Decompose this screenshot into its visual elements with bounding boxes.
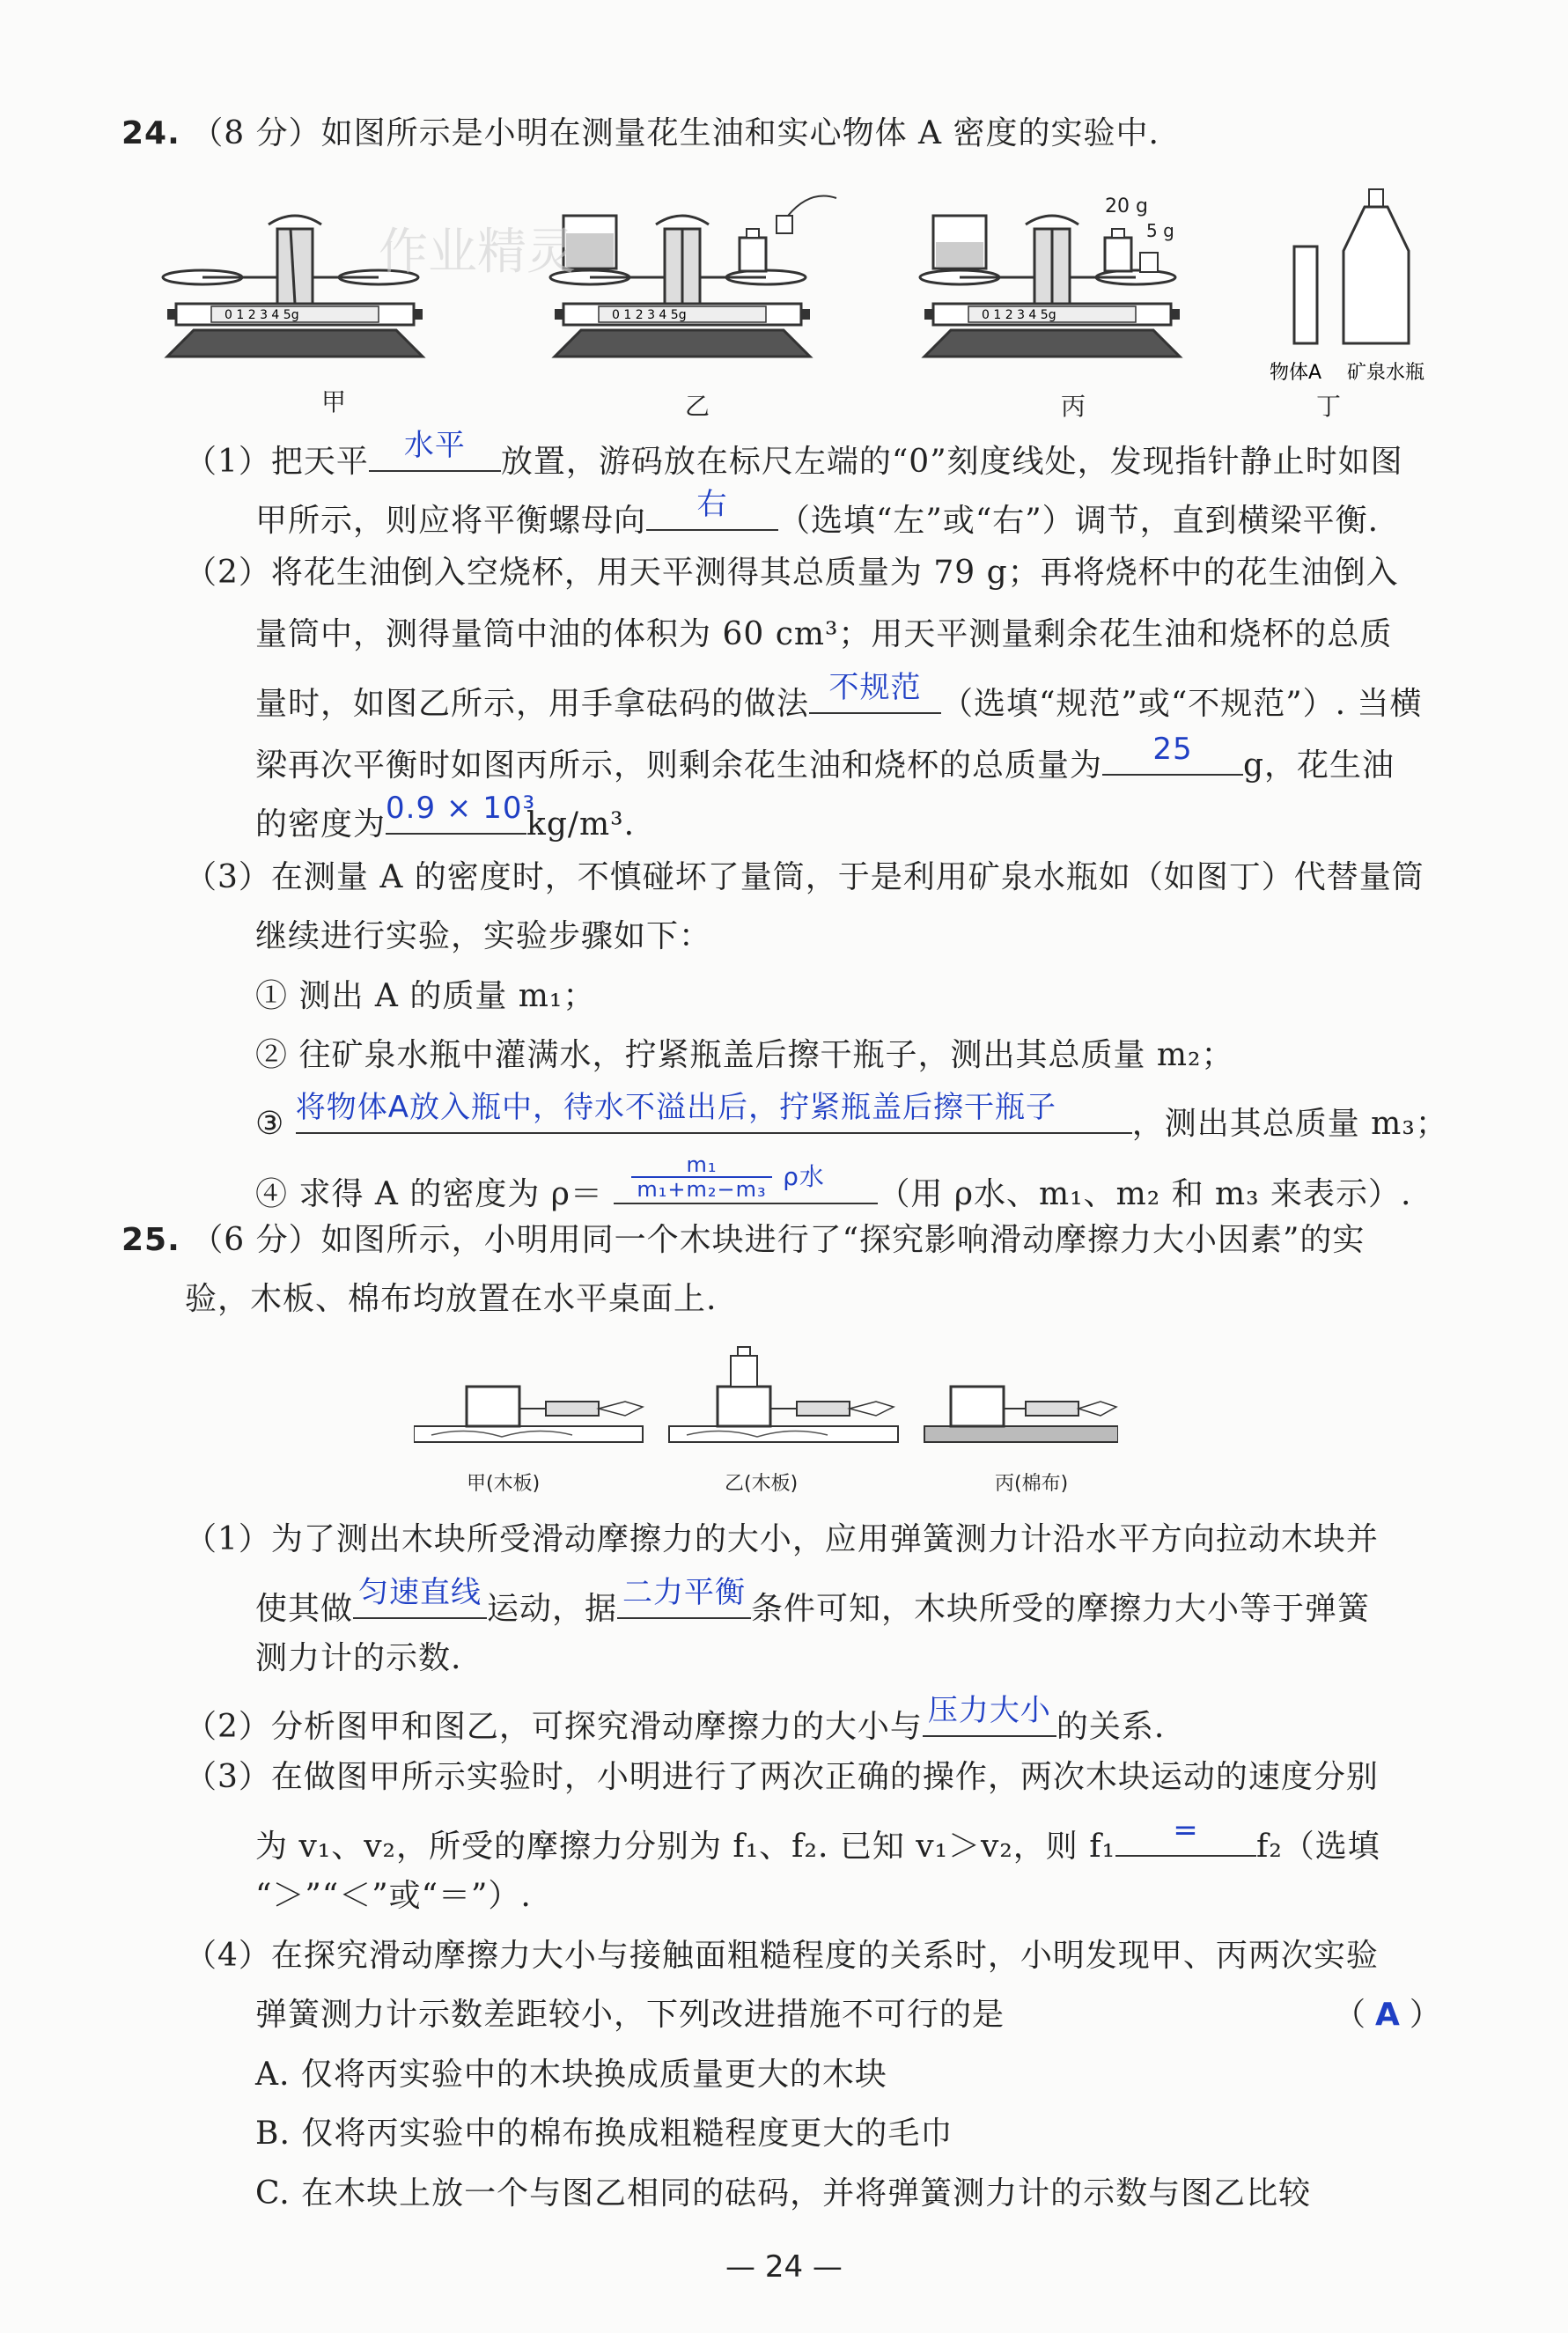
answer-handwritten: 25 bbox=[1152, 732, 1193, 767]
q24-step4 bbox=[255, 1152, 1412, 1216]
text: 的关系. bbox=[1056, 1709, 1166, 1745]
answer-blank bbox=[353, 1575, 487, 1619]
text: ，测出其总质量 m₃； bbox=[1131, 1106, 1448, 1142]
answer-handwritten: = bbox=[1173, 1813, 1199, 1848]
q25-choice-answer bbox=[1334, 1994, 1442, 2036]
fig-label-jia-board: 甲(木板) bbox=[467, 1473, 541, 1495]
q25-stem-line1 bbox=[121, 1219, 1365, 1262]
q24-part2-line2: 量筒中，测得量筒中油的体积为 60 cm³；用天平测量剩余花生油和烧杯的总质 bbox=[255, 616, 1393, 652]
balance-yi bbox=[550, 196, 836, 357]
paren-open: （ bbox=[1334, 1997, 1367, 2033]
text: g，花生油 bbox=[1243, 747, 1395, 784]
friction-yi bbox=[669, 1347, 898, 1442]
text: ③ bbox=[255, 1106, 285, 1142]
rho-water: ρ水 bbox=[783, 1162, 825, 1191]
text: （2）分析图甲和图乙，可探究滑动摩擦力的大小与 bbox=[185, 1709, 923, 1745]
q25-option-a: A. 仅将丙实验中的木块换成质量更大的木块 bbox=[255, 2057, 887, 2093]
answer-handwritten: 不规范 bbox=[828, 670, 922, 705]
svg-text:0 1 2 3 4 5g: 0 1 2 3 4 5g bbox=[612, 308, 687, 322]
bottle-label: 矿泉水瓶 bbox=[1347, 362, 1425, 384]
answer-blank bbox=[614, 1152, 878, 1204]
answer-handwritten bbox=[631, 1153, 824, 1201]
fraction-denominator: m₁+m₂−m₃ bbox=[637, 1177, 767, 1202]
q25-stem: （6 分）如图所示，小明用同一个木块进行了“探究影响滑动摩擦力大小因素”的实 bbox=[191, 1222, 1366, 1258]
text: （选填“规范”或“不规范”）. 当横 bbox=[941, 686, 1423, 722]
q24-step1: ① 测出 A 的质量 m₁； bbox=[255, 978, 596, 1014]
answer-handwritten: 匀速直线 bbox=[358, 1575, 482, 1610]
q25-stem-line2: 验，木板、棉布均放置在水平桌面上. bbox=[185, 1281, 718, 1317]
fig-label-bing: 丙 bbox=[1061, 392, 1086, 421]
q25-part1-line1: （1）为了测出木块所受滑动摩擦力的大小，应用弹簧测力计沿水平方向拉动木块并 bbox=[185, 1521, 1379, 1557]
mass-20g-label: 20 g bbox=[1105, 195, 1148, 217]
object-a-label: 物体A bbox=[1270, 362, 1322, 384]
fig-label-ding: 丁 bbox=[1316, 392, 1342, 421]
fig-label-yi-board: 乙(木板) bbox=[725, 1473, 799, 1495]
q24-part2-line4 bbox=[255, 732, 1395, 787]
q25-part1-line3: 测力计的示数. bbox=[255, 1640, 462, 1676]
q24-part1-line1 bbox=[185, 428, 1403, 483]
text: 为 v₁、v₂，所受的摩擦力分别为 f₁、f₂. 已知 v₁＞v₂，则 f₁ bbox=[255, 1829, 1116, 1865]
fraction-numerator: m₁ bbox=[631, 1153, 771, 1178]
svg-text:0 1 2 3 4 5g: 0 1 2 3 4 5g bbox=[225, 308, 299, 322]
answer-blank bbox=[923, 1693, 1056, 1737]
text: f₂（选填 bbox=[1256, 1829, 1380, 1865]
answer-handwritten: 二力平衡 bbox=[622, 1575, 747, 1610]
text: 运动，据 bbox=[487, 1591, 618, 1627]
q24-part3-line1: （3）在测量 A 的密度时，不慎碰坏了量筒，于是利用矿泉水瓶如（如图丁）代替量筒 bbox=[185, 859, 1424, 895]
q25-part3-line1: （3）在做图甲所示实验时，小明进行了两次正确的操作，两次木块运动的速度分别 bbox=[185, 1759, 1379, 1795]
q25-part1-line2 bbox=[255, 1575, 1371, 1630]
answer-handwritten: 压力大小 bbox=[927, 1693, 1051, 1728]
q25-part2-line bbox=[185, 1693, 1166, 1748]
mass-5g-label: 5 g bbox=[1146, 220, 1174, 241]
paren-close: ） bbox=[1409, 1997, 1442, 2033]
answer-handwritten: 0.9 × 10³ bbox=[386, 791, 536, 826]
text: 条件可知，木块所受的摩擦力大小等于弹簧 bbox=[751, 1591, 1371, 1627]
text: 量时，如图乙所示，用手拿砝码的做法 bbox=[255, 686, 810, 722]
q25-number: 25. bbox=[121, 1222, 180, 1258]
answer-handwritten: 右 bbox=[696, 487, 728, 522]
answer-handwritten: 将物体A放入瓶中，待水不溢出后，拧紧瓶盖后擦干瓶子 bbox=[295, 1090, 1056, 1125]
fig-label-jia: 甲 bbox=[321, 387, 347, 416]
q24-stem-line bbox=[121, 113, 1159, 155]
q25-option-b: B. 仅将丙实验中的棉布换成粗糙程度更大的毛巾 bbox=[255, 2116, 953, 2152]
text: 梁再次平衡时如图丙所示，则剩余花生油和烧杯的总质量为 bbox=[255, 747, 1103, 784]
answer-blank bbox=[386, 791, 536, 835]
text: 甲所示，则应将平衡螺母向 bbox=[255, 503, 647, 539]
q24-number: 24. bbox=[121, 115, 180, 151]
answer-handwritten: 水平 bbox=[403, 428, 466, 463]
answer-blank bbox=[295, 1090, 1132, 1134]
watermark: 作业精灵 bbox=[379, 224, 576, 281]
figure-ding bbox=[1270, 189, 1424, 384]
text: kg/m³. bbox=[526, 806, 636, 843]
text: （1）把天平 bbox=[185, 444, 369, 480]
q24-part2-line1: （2）将花生油倒入空烧杯，用天平测得其总质量为 79 g；再将烧杯中的花生油倒入 bbox=[185, 555, 1399, 591]
q25-option-c: C. 在木块上放一个与图乙相同的砝码，并将弹簧测力计的示数与图乙比较 bbox=[255, 2175, 1312, 2212]
q25-part3-line3: “＞”“＜”或“＝”）. bbox=[255, 1878, 532, 1914]
q24-step3 bbox=[255, 1090, 1448, 1145]
fig-label-bing-cloth: 丙(棉布) bbox=[995, 1473, 1069, 1495]
q25-part4-line2: 弹簧测力计示数差距较小，下列改进措施不可行的是 bbox=[255, 1997, 1005, 2033]
answer-blank bbox=[617, 1575, 751, 1619]
text: ④ 求得 A 的密度为 ρ＝ bbox=[255, 1176, 603, 1212]
q24-stem: （8 分）如图所示是小明在测量花生油和实心物体 A 密度的实验中. bbox=[191, 115, 1159, 151]
q24-part2-line3 bbox=[255, 670, 1423, 725]
fig-label-yi: 乙 bbox=[685, 392, 710, 421]
q24-figure bbox=[158, 180, 1461, 418]
svg-text:0 1 2 3 4 5g: 0 1 2 3 4 5g bbox=[982, 308, 1056, 322]
text: （选填“左”或“右”）调节，直到横梁平衡. bbox=[778, 503, 1380, 539]
q24-part3-line2: 继续进行实验，实验步骤如下： bbox=[255, 918, 712, 954]
text: 的密度为 bbox=[255, 806, 386, 843]
balance-bing bbox=[920, 195, 1180, 357]
text: （用 ρ水、m₁、m₂ 和 m₃ 来表示）. bbox=[878, 1176, 1412, 1212]
q24-part1-line2 bbox=[255, 487, 1380, 542]
answer-blank bbox=[646, 487, 778, 531]
q25-part4-line1: （4）在探究滑动摩擦力大小与接触面粗糙程度的关系时，小明发现甲、丙两次实验 bbox=[185, 1938, 1379, 1974]
text: 使其做 bbox=[255, 1591, 354, 1627]
density-fraction bbox=[631, 1153, 771, 1201]
q24-part2-line5 bbox=[255, 791, 636, 846]
friction-jia bbox=[414, 1387, 643, 1442]
answer-blank bbox=[1102, 732, 1243, 776]
answer-handwritten: A bbox=[1375, 1997, 1401, 2033]
answer-blank bbox=[369, 428, 501, 472]
q24-step2: ② 往矿泉水瓶中灌满水，拧紧瓶盖后擦干瓶子，测出其总质量 m₂； bbox=[255, 1037, 1234, 1073]
answer-blank bbox=[1115, 1813, 1256, 1857]
friction-bing bbox=[924, 1387, 1118, 1442]
q25-part3-line2 bbox=[255, 1813, 1380, 1868]
answer-blank bbox=[809, 670, 941, 714]
text: 放置，游码放在标尺左端的“0”刻度线处，发现指针静止时如图 bbox=[500, 444, 1403, 480]
page-number: — 24 — bbox=[725, 2249, 843, 2285]
